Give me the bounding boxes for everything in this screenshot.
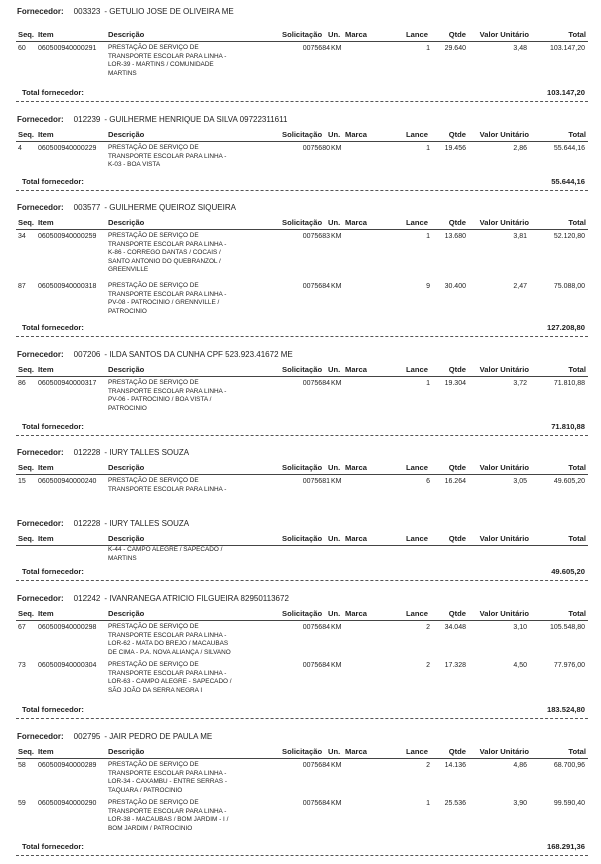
cell-total: 99.590,40 <box>553 800 585 807</box>
column-unit-value: Valor Unitário <box>479 130 529 139</box>
supplier-header <box>17 202 236 214</box>
column-unit-value: Valor Unitário <box>479 534 529 543</box>
cell-item: 060500940000304 <box>38 662 97 669</box>
column-unit-value: Valor Unitário <box>479 609 529 618</box>
cell-total: 52.120,80 <box>553 233 585 240</box>
column-seq: Seq. <box>18 130 35 139</box>
cell-unit-value: 3,10 <box>513 624 527 631</box>
cell-qty: 34.048 <box>444 624 466 631</box>
column-description: Descrição <box>108 463 145 472</box>
cell-seq: 15 <box>18 478 26 485</box>
column-seq: Seq. <box>18 463 35 472</box>
cell-qty: 19.456 <box>444 145 466 152</box>
column-bid: Lance <box>406 218 428 227</box>
cell-qty: 30.400 <box>444 283 466 290</box>
column-total: Total <box>568 30 586 39</box>
cell-unit: KM <box>331 800 342 807</box>
cell-total: 105.548,80 <box>549 624 585 631</box>
supplier-total-row <box>0 421 601 432</box>
cell-request: 0075684 <box>302 762 330 769</box>
cell-seq: 58 <box>18 762 26 769</box>
cell-request: 0075683 <box>302 233 330 240</box>
cell-description: PRESTAÇÃO DE SERVIÇO DE TRANSPORTE ESCOLAR PARA LINHA - PV-08 - PATROCINIO / GRENNVILLE / PATROCINIO <box>108 282 227 315</box>
header-rule <box>16 758 588 759</box>
cell-unit: KM <box>331 478 342 485</box>
column-header <box>0 29 601 40</box>
section-divider <box>16 718 588 719</box>
column-bid: Lance <box>406 534 428 543</box>
header-rule <box>16 141 588 142</box>
cell-description: PRESTAÇÃO DE SERVIÇO DE TRANSPORTE ESCOLAR PARA LINHA - K-03 - BOA VISTA <box>108 144 227 169</box>
cell-item: 060500940000289 <box>38 762 97 769</box>
supplier-header <box>17 349 293 361</box>
cell-unit-value: 2,86 <box>513 145 527 152</box>
cell-request: 0075684 <box>302 380 330 387</box>
cell-description: PRESTAÇÃO DE SERVIÇO DE TRANSPORTE ESCOLAR PARA LINHA - K-86 - CORREGO DANTAS / COCAIS / SANTO ANTONIO DO QUEBRANZOL / GREENVILLE <box>108 232 227 274</box>
supplier-name: - GUILHERME QUEIROZ SIQUEIRA <box>104 203 236 212</box>
column-bid: Lance <box>406 747 428 756</box>
cell-bid: 6 <box>426 478 430 485</box>
cell-unit: KM <box>331 624 342 631</box>
cell-item: 060500940000240 <box>38 478 97 485</box>
column-unit-value: Valor Unitário <box>479 747 529 756</box>
cell-qty: 25.536 <box>444 800 466 807</box>
cell-seq: 86 <box>18 380 26 387</box>
column-header <box>0 364 601 375</box>
supplier-label: Fornecedor: <box>17 519 64 528</box>
cell-request: 0075681 <box>302 478 330 485</box>
supplier-code: 003577 <box>73 203 101 212</box>
cell-unit-value: 3,05 <box>513 478 527 485</box>
column-request: Solicitação <box>282 463 323 472</box>
cell-description: PRESTAÇÃO DE SERVIÇO DE TRANSPORTE ESCOLAR PARA LINHA - <box>108 477 227 493</box>
cell-description: PRESTAÇÃO DE SERVIÇO DE TRANSPORTE ESCOLAR PARA LINHA - LOR-34 - CAXAMBU - ENTRE SERRAS - TAQUARA / PATROCINIO <box>108 761 227 794</box>
cell-seq: 60 <box>18 45 26 52</box>
cell-unit-value: 3,72 <box>513 380 527 387</box>
cell-total: 49.605,20 <box>553 478 585 485</box>
supplier-total-row <box>0 87 601 98</box>
column-request: Solicitação <box>282 30 323 39</box>
cell-bid: 1 <box>426 380 430 387</box>
supplier-header <box>17 447 189 459</box>
cell-item: 060500940000259 <box>38 233 97 240</box>
column-request: Solicitação <box>282 365 323 374</box>
cell-qty: 13.680 <box>444 233 466 240</box>
cell-total: 68.700,96 <box>553 762 585 769</box>
supplier-total-row <box>0 176 601 187</box>
supplier-total-value: 49.605,20 <box>551 567 585 576</box>
cell-unit-value: 3,81 <box>513 233 527 240</box>
column-description: Descrição <box>108 218 145 227</box>
cell-seq: 73 <box>18 662 26 669</box>
section-divider <box>16 580 588 581</box>
supplier-total-value: 103.147,20 <box>546 88 585 97</box>
cell-unit: KM <box>331 380 342 387</box>
column-bid: Lance <box>406 365 428 374</box>
cell-description: PRESTAÇÃO DE SERVIÇO DE TRANSPORTE ESCOLAR PARA LINHA - LOR-63 - CAMPO ALEGRE - SAPECADO / SÃO JOÃO DA SERRA NEGRA I <box>108 661 232 694</box>
cell-item: 060500940000229 <box>38 145 97 152</box>
cell-unit-value: 4,86 <box>513 762 527 769</box>
cell-bid: 1 <box>426 145 430 152</box>
column-qty: Qtde <box>448 365 466 374</box>
column-seq: Seq. <box>18 30 35 39</box>
cell-bid: 2 <box>426 662 430 669</box>
supplier-code: 012228 <box>73 519 101 528</box>
cell-unit: KM <box>331 283 342 290</box>
column-brand: Marca <box>345 30 367 39</box>
supplier-name: - IURY TALLES SOUZA <box>104 519 190 528</box>
header-rule <box>16 620 588 621</box>
column-item: Item <box>38 218 54 227</box>
section-divider <box>16 190 588 191</box>
column-unit: Un. <box>328 747 341 756</box>
column-seq: Seq. <box>18 218 35 227</box>
supplier-label: Fornecedor: <box>17 7 64 16</box>
supplier-total-label: Total fornecedor: <box>22 842 84 851</box>
column-unit-value: Valor Unitário <box>479 218 529 227</box>
cell-seq: 87 <box>18 283 26 290</box>
supplier-total-label: Total fornecedor: <box>22 88 84 97</box>
cell-request: 0075684 <box>302 283 330 290</box>
column-total: Total <box>568 534 586 543</box>
column-description: Descrição <box>108 534 145 543</box>
supplier-code: 012239 <box>73 115 101 124</box>
supplier-header <box>17 518 189 530</box>
column-request: Solicitação <box>282 534 323 543</box>
supplier-code: 012242 <box>73 594 101 603</box>
column-description: Descrição <box>108 747 145 756</box>
cell-item: 060500940000318 <box>38 283 97 290</box>
cell-total: 75.088,00 <box>553 283 585 290</box>
column-seq: Seq. <box>18 534 35 543</box>
column-request: Solicitação <box>282 609 323 618</box>
supplier-total-label: Total fornecedor: <box>22 567 84 576</box>
cell-unit: KM <box>331 762 342 769</box>
column-header <box>0 533 601 544</box>
column-item: Item <box>38 747 54 756</box>
column-total: Total <box>568 747 586 756</box>
cell-bid: 1 <box>426 45 430 52</box>
supplier-name: - ILDA SANTOS DA CUNHA CPF 523.923.41672 ME <box>104 350 293 359</box>
supplier-label: Fornecedor: <box>17 594 64 603</box>
cell-request: 0075684 <box>302 45 330 52</box>
cell-total: 77.976,00 <box>553 662 585 669</box>
column-qty: Qtde <box>448 30 466 39</box>
supplier-name: - JAIR PEDRO DE PAULA ME <box>104 732 213 741</box>
supplier-total-value: 55.644,16 <box>551 177 585 186</box>
column-qty: Qtde <box>448 130 466 139</box>
cell-bid: 2 <box>426 624 430 631</box>
supplier-total-value: 127.208,80 <box>546 323 585 332</box>
column-seq: Seq. <box>18 609 35 618</box>
cell-unit-value: 4,50 <box>513 662 527 669</box>
section-divider <box>16 435 588 436</box>
supplier-header <box>17 114 287 126</box>
cell-item: 060500940000298 <box>38 624 97 631</box>
supplier-label: Fornecedor: <box>17 115 64 124</box>
cell-qty: 17.328 <box>444 662 466 669</box>
cell-description: PRESTAÇÃO DE SERVIÇO DE TRANSPORTE ESCOLAR PARA LINHA - LOR-39 - MARTINS / COMUNIDADE MARTINS <box>108 44 227 77</box>
supplier-total-row <box>0 566 601 577</box>
section-divider <box>16 336 588 337</box>
cell-unit: KM <box>331 662 342 669</box>
supplier-total-row <box>0 322 601 333</box>
cell-seq: 67 <box>18 624 26 631</box>
column-unit-value: Valor Unitário <box>479 463 529 472</box>
cell-total: 103.147,20 <box>549 45 585 52</box>
column-seq: Seq. <box>18 747 35 756</box>
cell-total: 55.644,16 <box>553 145 585 152</box>
cell-qty: 14.136 <box>444 762 466 769</box>
column-bid: Lance <box>406 130 428 139</box>
cell-unit: KM <box>331 45 342 52</box>
supplier-total-label: Total fornecedor: <box>22 422 84 431</box>
column-unit: Un. <box>328 463 341 472</box>
cell-bid: 2 <box>426 762 430 769</box>
cell-request: 0075684 <box>302 624 330 631</box>
header-rule <box>16 545 588 546</box>
cell-unit-value: 3,90 <box>513 800 527 807</box>
cell-item: 060500940000317 <box>38 380 97 387</box>
column-total: Total <box>568 365 586 374</box>
header-rule <box>16 229 588 230</box>
cell-request: 0075680 <box>302 145 330 152</box>
supplier-code: 002795 <box>73 732 101 741</box>
column-brand: Marca <box>345 218 367 227</box>
column-bid: Lance <box>406 609 428 618</box>
column-unit: Un. <box>328 534 341 543</box>
column-description: Descrição <box>108 609 145 618</box>
cell-bid: 1 <box>426 233 430 240</box>
column-bid: Lance <box>406 463 428 472</box>
cell-seq: 34 <box>18 233 26 240</box>
column-total: Total <box>568 463 586 472</box>
column-header <box>0 217 601 228</box>
column-unit: Un. <box>328 365 341 374</box>
cell-request: 0075684 <box>302 800 330 807</box>
cell-seq: 59 <box>18 800 26 807</box>
supplier-total-label: Total fornecedor: <box>22 323 84 332</box>
supplier-name: - IURY TALLES SOUZA <box>104 448 190 457</box>
column-unit-value: Valor Unitário <box>479 30 529 39</box>
column-item: Item <box>38 609 54 618</box>
column-unit: Un. <box>328 218 341 227</box>
cell-bid: 1 <box>426 800 430 807</box>
cell-unit-value: 2,47 <box>513 283 527 290</box>
column-total: Total <box>568 609 586 618</box>
cell-item: 060500940000290 <box>38 800 97 807</box>
supplier-code: 012228 <box>73 448 101 457</box>
column-unit: Un. <box>328 130 341 139</box>
header-rule <box>16 41 588 42</box>
supplier-name: - GETULIO JOSE DE OLIVEIRA ME <box>104 7 234 16</box>
supplier-header <box>17 731 212 743</box>
column-brand: Marca <box>345 747 367 756</box>
column-unit-value: Valor Unitário <box>479 365 529 374</box>
supplier-label: Fornecedor: <box>17 732 64 741</box>
column-description: Descrição <box>108 30 145 39</box>
column-qty: Qtde <box>448 218 466 227</box>
cell-item: 060500940000291 <box>38 45 97 52</box>
column-item: Item <box>38 30 54 39</box>
supplier-code: 003323 <box>73 7 101 16</box>
cell-bid: 9 <box>426 283 430 290</box>
cell-unit-value: 3,48 <box>513 45 527 52</box>
column-seq: Seq. <box>18 365 35 374</box>
column-description: Descrição <box>108 130 145 139</box>
column-request: Solicitação <box>282 218 323 227</box>
column-request: Solicitação <box>282 747 323 756</box>
supplier-label: Fornecedor: <box>17 203 64 212</box>
column-bid: Lance <box>406 30 428 39</box>
cell-description: PRESTAÇÃO DE SERVIÇO DE TRANSPORTE ESCOLAR PARA LINHA - PV-06 - PATROCINIO / BOA VISTA / PATROCINIO <box>108 379 227 412</box>
supplier-name: - IVANRANEGA ATRICIO FILGUEIRA 82950113672 <box>104 594 289 603</box>
column-total: Total <box>568 130 586 139</box>
column-item: Item <box>38 365 54 374</box>
supplier-label: Fornecedor: <box>17 350 64 359</box>
cell-description: PRESTAÇÃO DE SERVIÇO DE TRANSPORTE ESCOLAR PARA LINHA - LOR-38 - MACAUBAS / BOM JARDIM - I / BOM JARDIM / PATROCINIO <box>108 799 229 832</box>
section-divider <box>16 101 588 102</box>
column-item: Item <box>38 463 54 472</box>
column-request: Solicitação <box>282 130 323 139</box>
column-item: Item <box>38 130 54 139</box>
section-divider <box>16 855 588 856</box>
supplier-total-row <box>0 841 601 852</box>
column-qty: Qtde <box>448 463 466 472</box>
column-brand: Marca <box>345 609 367 618</box>
column-item: Item <box>38 534 54 543</box>
column-brand: Marca <box>345 463 367 472</box>
column-unit: Un. <box>328 609 341 618</box>
supplier-total-label: Total fornecedor: <box>22 705 84 714</box>
column-unit: Un. <box>328 30 341 39</box>
supplier-code: 007206 <box>73 350 101 359</box>
supplier-name: - GUILHERME HENRIQUE DA SILVA 09722311611 <box>104 115 288 124</box>
column-total: Total <box>568 218 586 227</box>
cell-unit: KM <box>331 145 342 152</box>
cell-qty: 29.640 <box>444 45 466 52</box>
cell-description: PRESTAÇÃO DE SERVIÇO DE TRANSPORTE ESCOLAR PARA LINHA - LOR-62 - MATA DO BREJO / MACAUBAS DE CIMA - P.A. NOVA ALIANÇA / SILVANO <box>108 623 231 656</box>
supplier-total-value: 168.291,36 <box>546 842 585 851</box>
column-header <box>0 129 601 140</box>
supplier-total-value: 71.810,88 <box>551 422 585 431</box>
column-brand: Marca <box>345 365 367 374</box>
cell-total: 71.810,88 <box>553 380 585 387</box>
supplier-label: Fornecedor: <box>17 448 64 457</box>
cell-qty: 16.264 <box>444 478 466 485</box>
supplier-header <box>17 6 234 18</box>
supplier-total-row <box>0 704 601 715</box>
header-rule <box>16 376 588 377</box>
column-qty: Qtde <box>448 747 466 756</box>
header-rule <box>16 474 588 475</box>
cell-unit: KM <box>331 233 342 240</box>
supplier-total-label: Total fornecedor: <box>22 177 84 186</box>
column-header <box>0 746 601 757</box>
supplier-header <box>17 593 289 605</box>
column-header <box>0 608 601 619</box>
column-qty: Qtde <box>448 534 466 543</box>
column-description: Descrição <box>108 365 145 374</box>
supplier-total-value: 183.524,80 <box>546 705 585 714</box>
cell-description: K-44 - CAMPO ALEGRE / SAPECADO / MARTINS <box>108 546 223 562</box>
cell-request: 0075684 <box>302 662 330 669</box>
column-header <box>0 462 601 473</box>
column-qty: Qtde <box>448 609 466 618</box>
cell-qty: 19.304 <box>444 380 466 387</box>
cell-seq: 4 <box>18 145 22 152</box>
column-brand: Marca <box>345 130 367 139</box>
column-brand: Marca <box>345 534 367 543</box>
